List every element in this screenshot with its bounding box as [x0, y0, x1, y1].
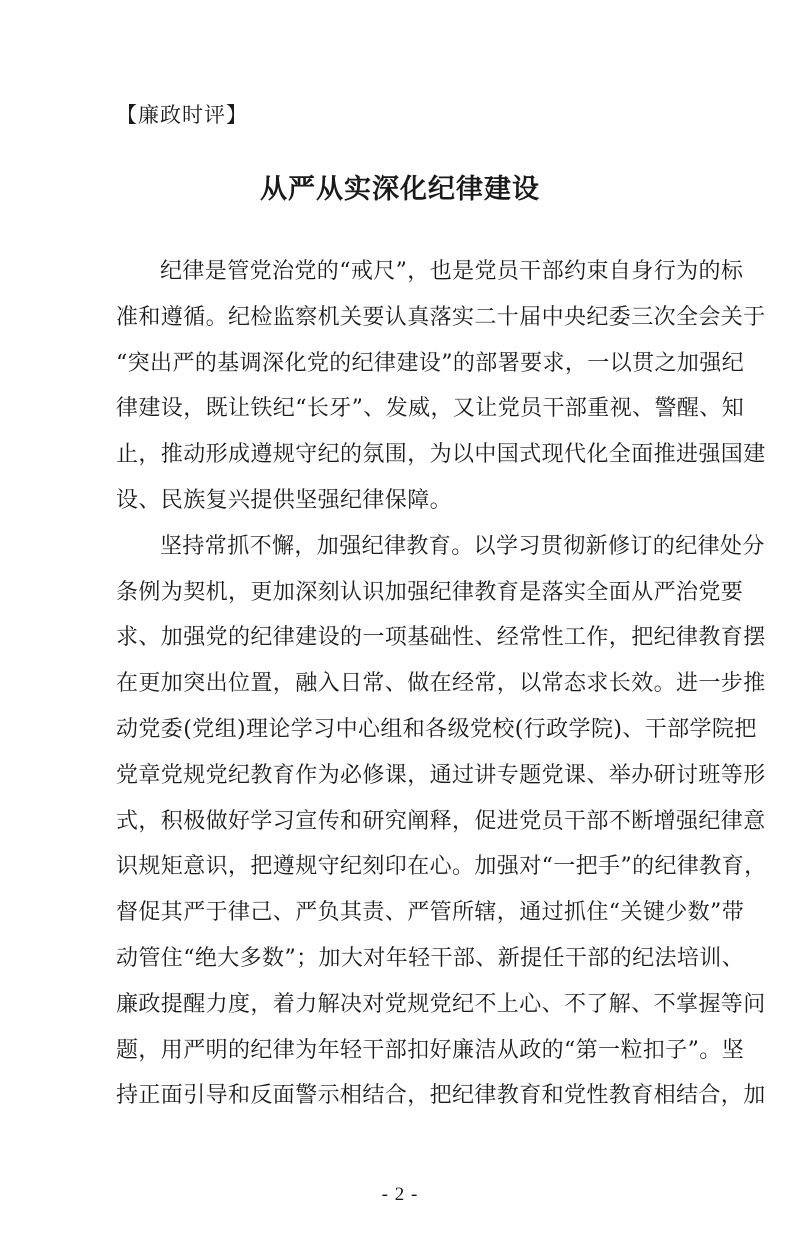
paragraph-2-line-2: 条例为契机，更加深刻认识加强纪律教育是落实全面从严治党要: [116, 579, 744, 605]
paragraph-2-line-1: 坚持常抓不懈，加强纪律教育。以学习贯彻新修订的纪律处分: [160, 533, 765, 559]
article-title: 从严从实深化纪律建设: [260, 174, 540, 205]
paragraph-2-line-5: 动党委(党组)理论学习中心组和各级党校(行政学院)、干部学院把: [116, 716, 757, 742]
paragraph-1-line-5: 止，推动形成遵规守纪的氛围，为以中国式现代化全面推进强国建: [116, 442, 766, 468]
paragraph-2-line-6: 党章党规党纪教育作为必修课，通过讲专题党课、举办研讨班等形: [116, 762, 766, 788]
paragraph-1-line-4: 律建设，既让铁纪“长牙”、发威，又让党员干部重视、警醒、知: [116, 396, 745, 422]
paragraph-2-line-11: 廉政提醒力度，着力解决对党规党纪不上心、不了解、不掌握等问: [116, 991, 766, 1017]
paragraph-2-line-12: 题，用严明的纪律为年轻干部扣好廉洁从政的“第一粒扣子”。坚: [116, 1037, 745, 1063]
paragraph-2-line-4: 在更加突出位置，融入日常、做在经常，以常态求长效。进一步推: [116, 671, 766, 697]
paragraph-2-line-8: 识规矩意识，把遵规守纪刻印在心。加强对“一把手”的纪律教育，: [116, 854, 767, 880]
paragraph-2-line-7: 式，积极做好学习宣传和研究阐释，促进党员干部不断增强纪律意: [116, 808, 766, 834]
paragraph-1-line-3: “突出严的基调深化党的纪律建设”的部署要求，一以贯之加强纪: [116, 350, 745, 376]
page-number: - 2 -: [381, 1184, 419, 1205]
paragraph-2-line-9: 督促其严于律己、严负其责、严管所辖，通过抓住“关键少数”带: [116, 900, 745, 926]
paragraph-1-line-1: 纪律是管党治党的“戒尺”，也是党员干部约束自身行为的标: [160, 259, 744, 284]
paragraph-2-line-10: 动管住“绝大多数”；加大对年轻干部、新提任干部的纪法培训、: [116, 945, 745, 971]
paragraph-2-line-3: 求、加强党的纪律建设的一项基础性、经常性工作，把纪律教育摆: [116, 625, 766, 651]
paragraph-1-line-6: 设、民族复兴提供坚强纪律保障。: [116, 487, 453, 513]
paragraph-2-line-13: 持正面引导和反面警示相结合，把纪律教育和党性教育相结合，加: [116, 1083, 766, 1109]
column-tag: 【廉政时评】: [116, 103, 248, 127]
article-body: [116, 249, 767, 1119]
paragraph-1-line-2: 准和遵循。纪检监察机关要认真落实二十届中央纪委三次全会关于: [116, 304, 766, 330]
